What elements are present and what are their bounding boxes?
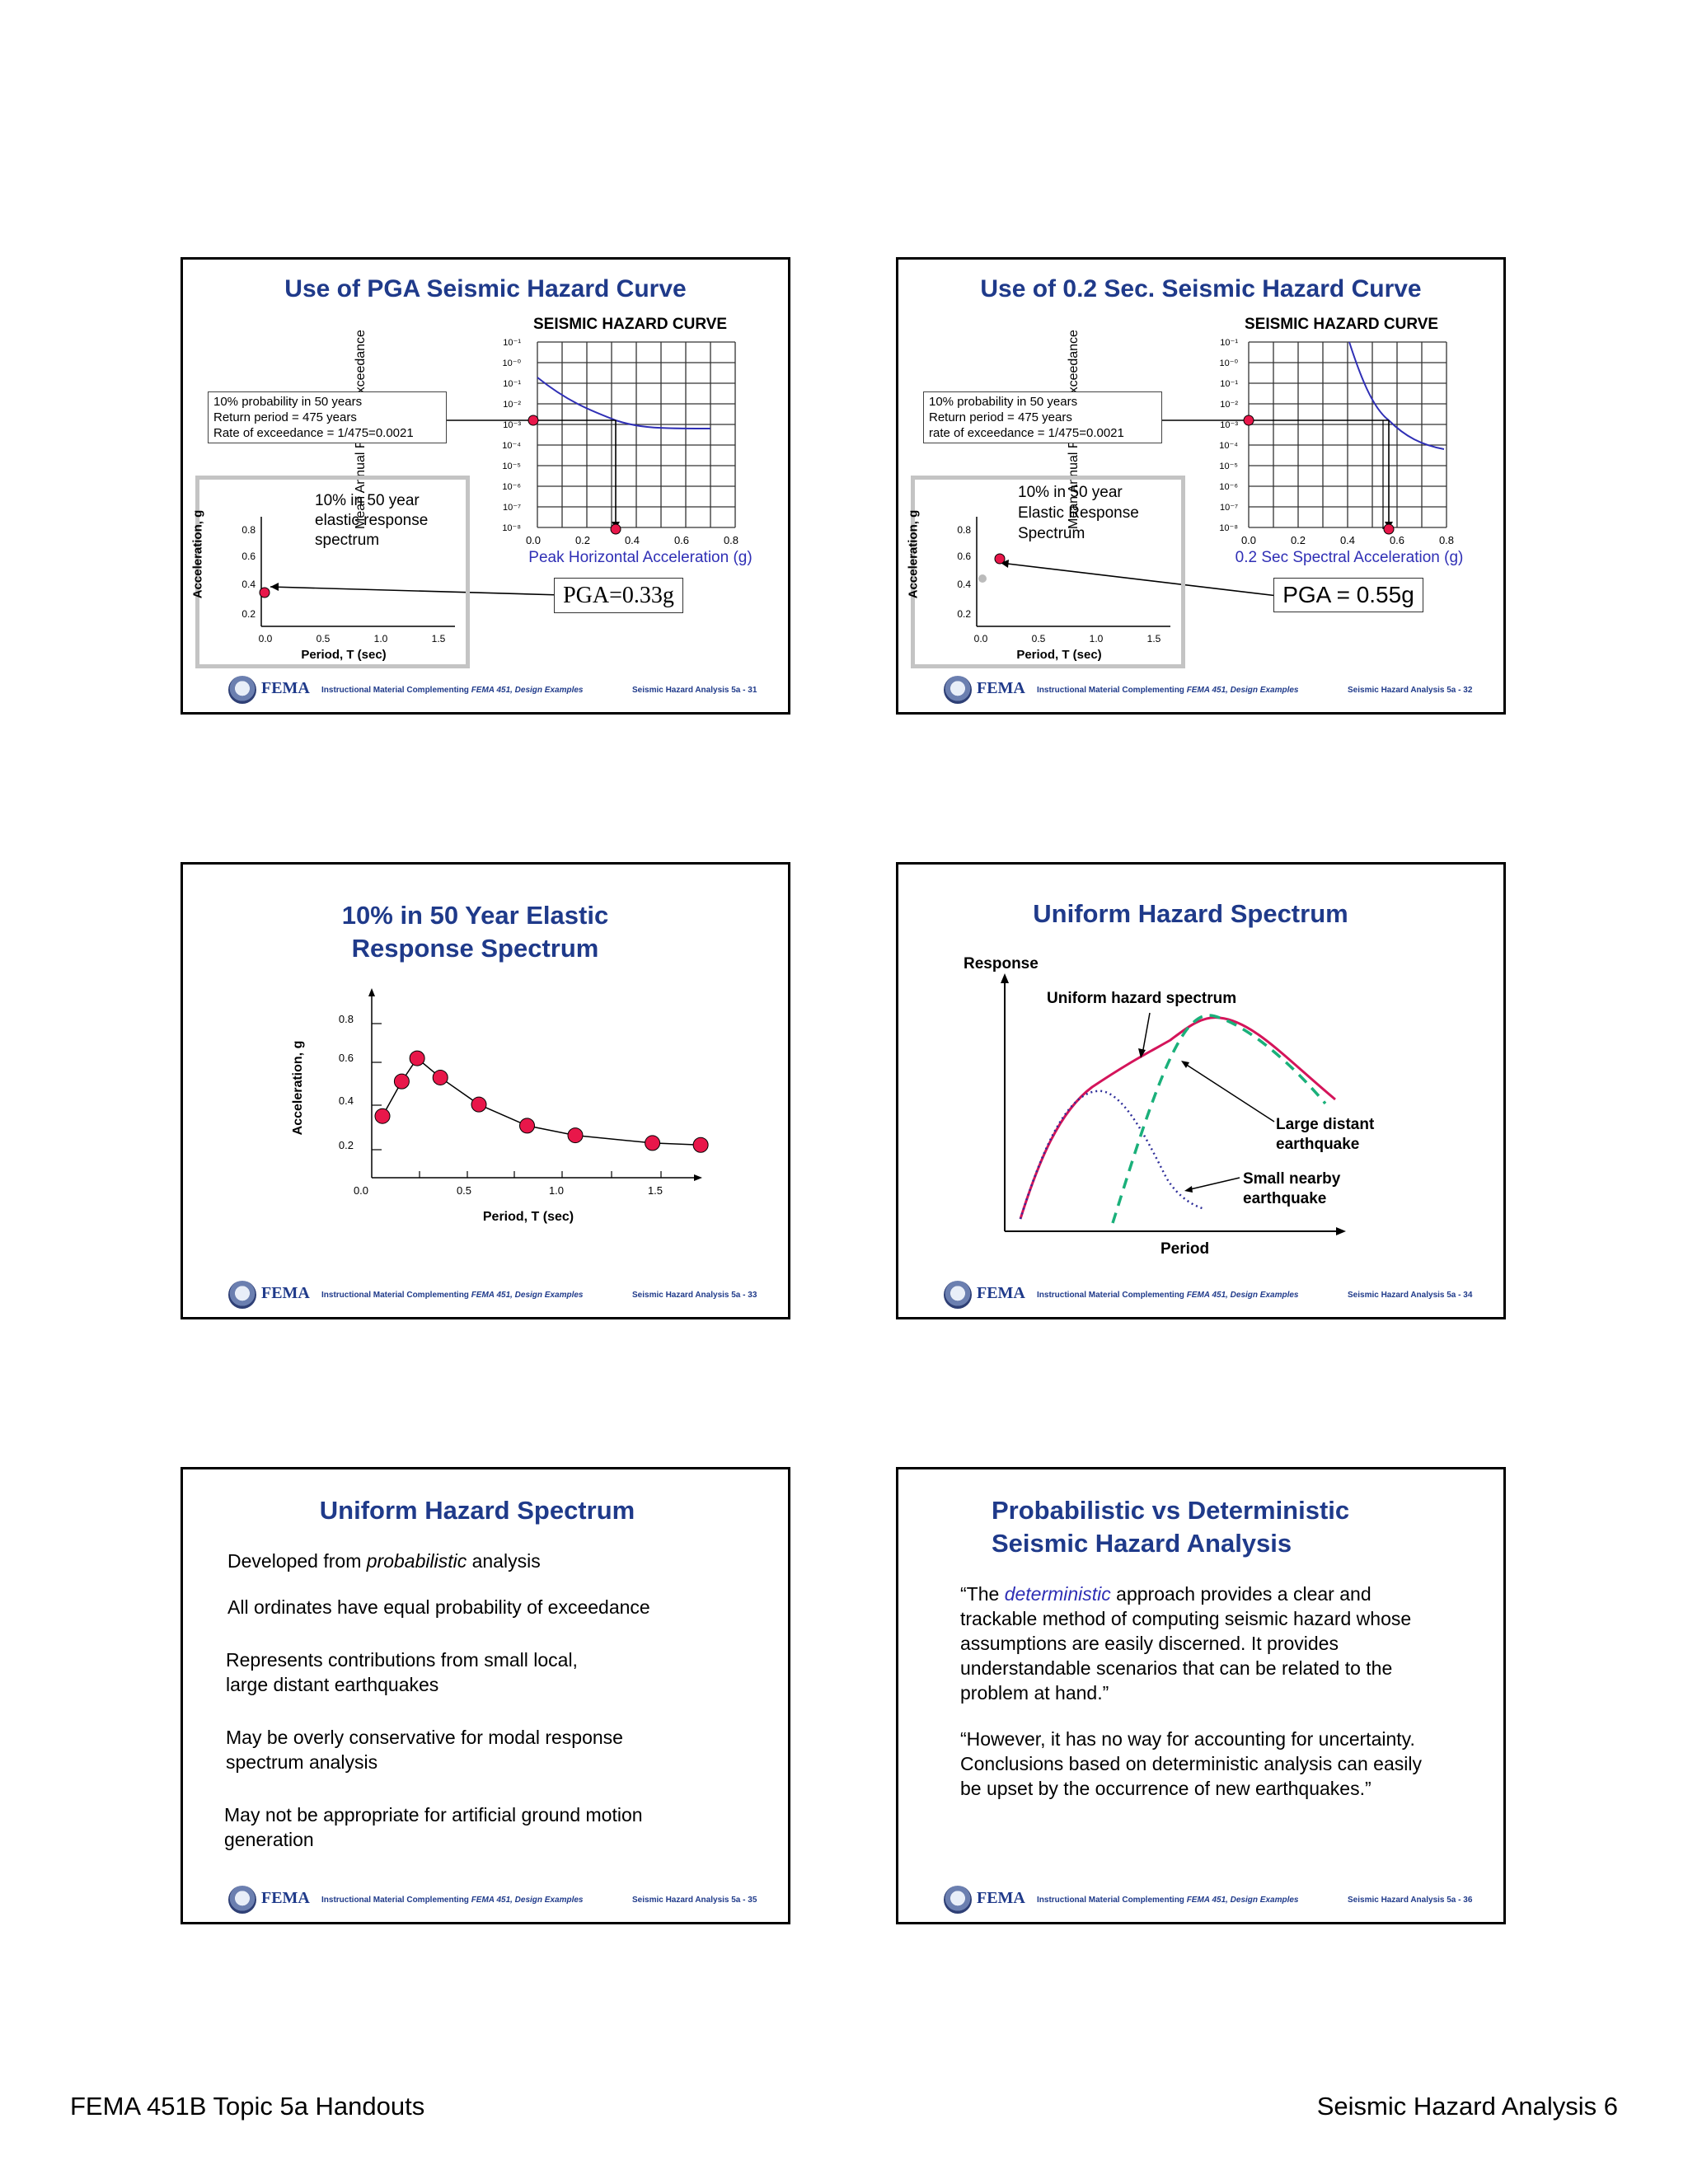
large-distant-curve — [1113, 1015, 1325, 1223]
slide-footer: FEMA Instructional Material Complementing FEMA 451, Design Examples Seismic Hazard Analysis 5a - 36 — [898, 1884, 1503, 1914]
pga-result: PGA=0.33g — [563, 583, 674, 608]
spectrum-point — [375, 1108, 390, 1123]
pga-result-box — [554, 578, 683, 613]
marker-sa — [1384, 524, 1394, 534]
spectrum-point — [394, 1074, 409, 1089]
svg-text:0.6: 0.6 — [957, 551, 971, 562]
y-axis-label: Acceleration, g — [291, 1040, 305, 1136]
footer-credit: Instructional Material Complementing FEMA 451, Design Examples — [321, 686, 584, 695]
fema-seal-icon — [228, 1886, 256, 1914]
svg-text:0.4: 0.4 — [957, 579, 971, 590]
page-footer-left: FEMA 451B Topic 5a Handouts — [70, 2092, 425, 2121]
svg-text:0.0: 0.0 — [258, 633, 273, 644]
hazard-grid — [537, 342, 735, 527]
marker-pga-gray — [978, 574, 987, 583]
x-axis-label: 0.2 Sec Spectral Acceleration (g) — [1235, 549, 1464, 566]
x-axis-label: Period — [1160, 1240, 1210, 1258]
svg-text:0.5: 0.5 — [316, 633, 331, 644]
hazard-chart-title: SEISMIC HAZARD CURVE — [533, 316, 728, 333]
quote-uncertainty: “However, it has no way for accounting for uncertainty. Conclusions based on deterministic analysis can easily be upset by the occurrence of new earthquakes.” — [960, 1728, 1422, 1799]
y-tick: 10⁻⁸ — [502, 523, 521, 533]
y-tick: 0.2 — [338, 1139, 354, 1151]
footer-slide-number: Seismic Hazard Analysis 5a - 31 — [632, 686, 757, 695]
spectrum-inset — [190, 476, 470, 668]
bullet-1: Developed from probabilistic analysis — [227, 1550, 541, 1572]
bullet-4: May be overly conservative for modal response spectrum analysis — [226, 1727, 623, 1773]
uhs-curve — [1020, 1018, 1335, 1219]
svg-text:0.6: 0.6 — [241, 551, 256, 562]
slide-34 — [896, 862, 1506, 1319]
response-spectrum-chart — [183, 865, 793, 1322]
svg-text:10⁻⁰: 10⁻⁰ — [1219, 359, 1238, 368]
uhs-diagram — [898, 865, 1508, 1322]
uhs-label: Uniform hazard spectrum — [1047, 990, 1237, 1007]
svg-text:10⁻⁴: 10⁻⁴ — [1219, 441, 1238, 451]
marker-rate — [528, 415, 538, 425]
marker-spectrum — [260, 588, 270, 598]
small-nearby-label: Small nearby earthquake — [1243, 1170, 1341, 1207]
info-line: 10% probability in 50 years — [213, 395, 363, 409]
slide-31 — [181, 257, 790, 715]
svg-text:0.6: 0.6 — [1389, 534, 1405, 546]
y-tick: 0.8 — [338, 1013, 354, 1025]
fema-seal-icon — [228, 1281, 256, 1309]
svg-text:0.4: 0.4 — [241, 579, 256, 590]
x-tick: 1.5 — [647, 1184, 663, 1197]
spectrum-inset: 10% in 50 year Elastic Response Spectrum Acceleration, g 0.8 0.6 0.4 0.2 0.0 0.5 1.0 1.5 Period, T (sec) — [911, 476, 1185, 668]
slide-32 — [896, 257, 1506, 715]
spectrum-points — [375, 1051, 708, 1152]
svg-text:Period, T (sec): Period, T (sec) — [1016, 648, 1102, 662]
svg-text:10⁻²: 10⁻² — [1220, 400, 1238, 410]
hazard-chart-title: SEISMIC HAZARD CURVE — [1245, 316, 1439, 333]
svg-text:0.0: 0.0 — [1240, 534, 1257, 546]
svg-text:10⁻¹: 10⁻¹ — [1220, 338, 1238, 348]
slide-footer: FEMA Instructional Material Complementing FEMA 451, Design Examples Seismic Hazard Analysis 5a - 34 — [898, 1279, 1503, 1309]
spectrum-label-3: spectrum — [315, 532, 380, 549]
quote-deterministic: “The deterministic approach provides a clear and trackable method of computing seismic hazard whose assumptions are easily discerned. It provides understandable scenarios that can be related to the problem at hand.” — [960, 1583, 1412, 1704]
slide-footer — [183, 674, 788, 704]
spectrum-point — [520, 1118, 535, 1133]
spectrum-point — [568, 1128, 583, 1143]
spectrum-point — [645, 1136, 660, 1151]
fema-seal-icon — [228, 676, 256, 704]
bullet-3: Represents contributions from small local, large distant earthquakes — [226, 1649, 578, 1695]
info-box — [208, 391, 447, 443]
svg-text:1.0: 1.0 — [1089, 633, 1104, 644]
svg-text:1.5: 1.5 — [431, 633, 446, 644]
svg-text:10⁻⁸: 10⁻⁸ — [1219, 523, 1238, 533]
mini-y-label: Acceleration, g — [190, 509, 205, 599]
svg-text:0.2: 0.2 — [241, 608, 256, 620]
x-tick: 0.2 — [574, 534, 591, 546]
svg-text:10⁻¹: 10⁻¹ — [1220, 379, 1238, 389]
y-tick: 10⁻² — [503, 400, 521, 410]
x-axis-label: Peak Horizontal Acceleration (g) — [528, 549, 753, 566]
svg-text:0.8: 0.8 — [241, 524, 256, 536]
svg-text:0.8: 0.8 — [957, 524, 971, 536]
marker-spectrum — [995, 554, 1005, 564]
slide-title: Use of 0.2 Sec. Seismic Hazard Curve — [980, 275, 1422, 302]
spectrum-point — [471, 1097, 486, 1112]
spectrum-label-1: 10% in 50 year — [315, 492, 420, 509]
large-distant-label: Large distant earthquake — [1276, 1116, 1375, 1153]
x-tick: 0.6 — [673, 534, 690, 546]
slide-title: Use of PGA Seismic Hazard Curve — [284, 275, 687, 302]
pga-result: PGA = 0.55g — [1282, 582, 1414, 607]
slide-title-line1: 10% in 50 Year Elastic — [341, 901, 609, 930]
x-tick: 0.0 — [525, 534, 542, 546]
svg-text:1.5: 1.5 — [1146, 633, 1161, 644]
bullet-2: All ordinates have equal probability of exceedance — [227, 1596, 650, 1618]
fema-seal-icon — [944, 1281, 972, 1309]
slide-title: Uniform Hazard Spectrum — [319, 1496, 635, 1525]
fema-seal-icon — [944, 676, 972, 704]
spectrum-point — [693, 1137, 708, 1152]
svg-text:Period, T (sec): Period, T (sec) — [301, 648, 387, 662]
svg-text:10⁻⁷: 10⁻⁷ — [1219, 503, 1238, 513]
x-axis-label: Period, T (sec) — [482, 1210, 574, 1224]
svg-text:10⁻⁶: 10⁻⁶ — [1219, 482, 1238, 492]
slide-35 — [181, 1467, 790, 1924]
slide-footer: FEMA Instructional Material Complementing FEMA 451, Design Examples Seismic Hazard Analysis 5a - 32 — [898, 674, 1503, 704]
info-box: 10% probability in 50 years Return period = 475 years rate of exceedance = 1/475=0.0021 — [923, 391, 1162, 443]
y-tick: 10⁻⁵ — [502, 462, 521, 471]
svg-text:10⁻⁵: 10⁻⁵ — [1219, 462, 1238, 471]
svg-text:0.2: 0.2 — [957, 608, 971, 620]
slide-36 — [896, 1467, 1506, 1924]
spectrum-label-2: elastic response — [315, 512, 429, 529]
fema-seal-icon — [944, 1886, 972, 1914]
x-tick: 0.5 — [456, 1184, 472, 1197]
x-tick: 0.4 — [624, 534, 640, 546]
svg-text:0.0: 0.0 — [973, 633, 988, 644]
slide-footer: FEMA Instructional Material Complementing FEMA 451, Design Examples Seismic Hazard Analysis 5a - 33 — [183, 1279, 788, 1309]
slide-title: Uniform Hazard Spectrum — [1033, 899, 1348, 928]
svg-text:0.5: 0.5 — [1031, 633, 1046, 644]
spectrum-point — [410, 1051, 424, 1066]
y-axis-label: Response — [964, 955, 1039, 972]
svg-text:10⁻³: 10⁻³ — [1220, 420, 1238, 430]
svg-text:0.8: 0.8 — [1438, 534, 1455, 546]
slide-title-line2: Response Spectrum — [351, 934, 599, 963]
y-tick: 10⁻⁰ — [502, 359, 521, 368]
bullet-5: May not be appropriate for artificial ground motion generation — [224, 1804, 643, 1850]
slide-title: Probabilistic vs Deterministic Seismic Hazard Analysis — [992, 1496, 1350, 1558]
y-tick: 0.4 — [338, 1094, 354, 1107]
y-tick: 10⁻⁷ — [502, 503, 521, 513]
x-tick: 1.0 — [548, 1184, 565, 1197]
spectrum-point — [433, 1070, 448, 1085]
y-tick: 10⁻⁶ — [502, 482, 521, 492]
y-tick: 10⁻⁴ — [502, 441, 521, 451]
pga-result-box — [1273, 578, 1423, 612]
spectrum-line — [382, 1058, 701, 1145]
y-tick: 10⁻¹ — [503, 379, 521, 389]
svg-text:0.4: 0.4 — [1339, 534, 1356, 546]
info-line: Rate of exceedance = 1/475=0.0021 — [213, 426, 414, 440]
info-line: Return period = 475 years — [213, 410, 357, 424]
page-footer-right: Seismic Hazard Analysis 6 — [1316, 2092, 1618, 2121]
marker-rate — [1244, 415, 1254, 425]
small-nearby-curve — [1020, 1091, 1205, 1219]
slide-33 — [181, 862, 790, 1319]
x-tick: 0.0 — [353, 1184, 369, 1197]
y-tick: 10⁻³ — [503, 420, 521, 430]
slide-footer: FEMA Instructional Material Complementing FEMA 451, Design Examples Seismic Hazard Analysis 5a - 35 — [183, 1884, 788, 1914]
svg-text:1.0: 1.0 — [373, 633, 388, 644]
fema-logo-text: FEMA — [261, 679, 310, 697]
marker-pga — [611, 524, 621, 534]
x-tick: 0.8 — [723, 534, 739, 546]
svg-text:0.2: 0.2 — [1290, 534, 1306, 546]
y-tick: 10⁻¹ — [503, 338, 521, 348]
y-tick: 0.6 — [338, 1052, 354, 1064]
